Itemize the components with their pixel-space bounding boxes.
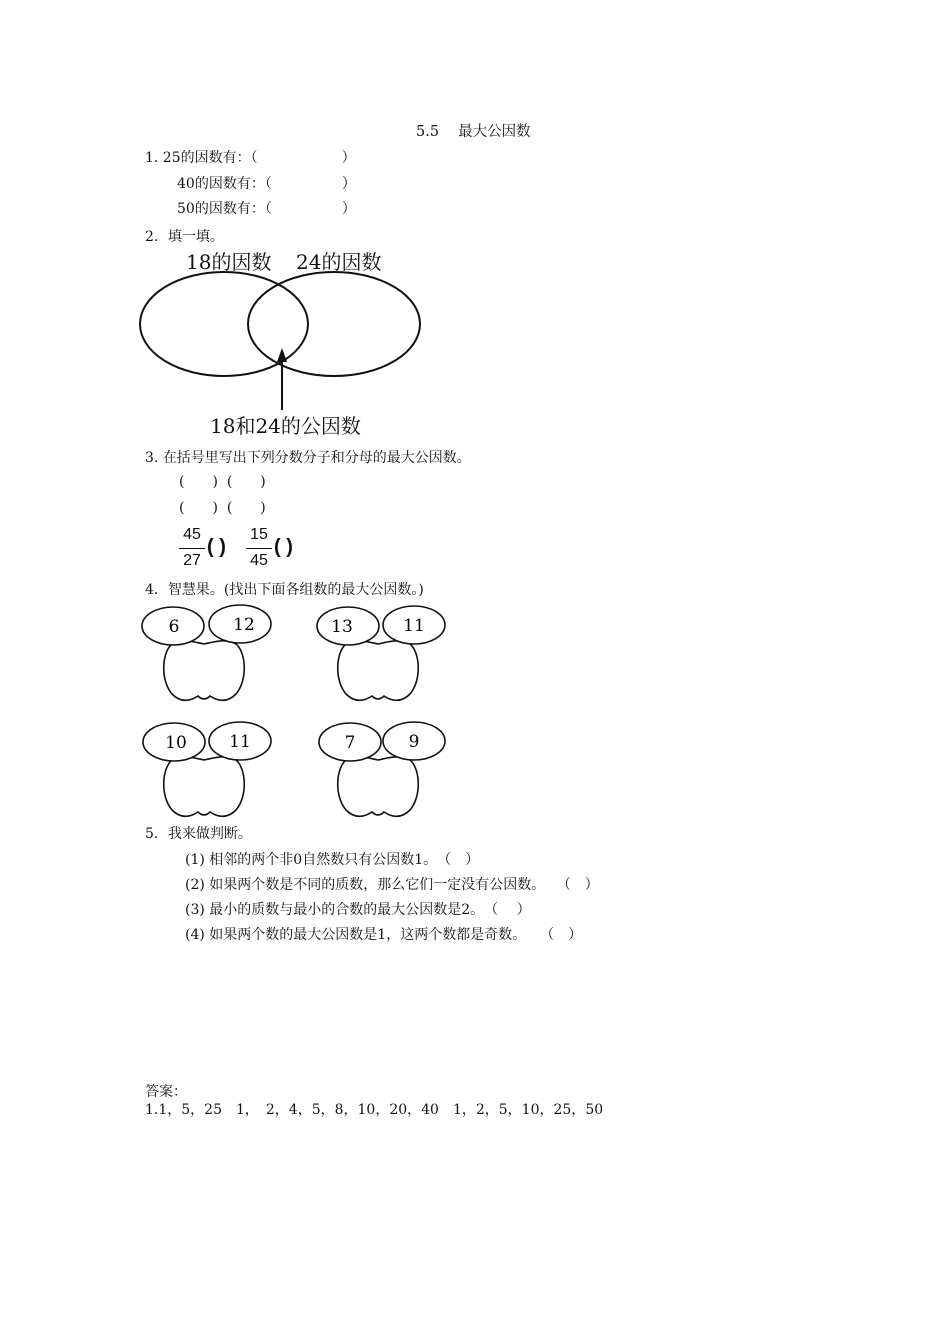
answers-line-1: 1.1，5，25 1， 2，4，5，8，10，20，40 1，2，5，10，25，50 [145,1102,604,1118]
fraction-1-denominator: 27 [183,552,201,569]
fraction-2-denominator: 45 [250,552,268,569]
q5-item-4: (4) 如果两个数的最大公因数是1，这两个数都是奇数。 （ ） [185,927,583,943]
fraction-1-answer-blank: ( ) [207,536,226,558]
q4-heading: 4．智慧果。(找出下面各组数的最大公因数。) [145,582,424,598]
apple-4 [314,716,454,826]
q1-line3: 50的因数有：（ ） [177,201,356,217]
apple-4-left-number: 7 [344,733,356,753]
apple-1-right-number: 12 [233,615,255,635]
fraction-2-answer-blank: ( ) [274,536,293,558]
q5-item-2: (2) 如果两个数是不同的质数，那么它们一定没有公因数。 （ ） [185,877,599,893]
q2-heading: 2．填一填。 [145,229,224,245]
venn-label-bottom: 18和24的公因数 [210,414,361,438]
apple-2-right-number: 11 [403,616,425,636]
fraction-1-bar [179,548,205,549]
venn-label-left: 18的因数 [186,250,272,274]
q1-line1: 1. 25的因数有：（ ） [145,150,356,166]
q1-line2: 40的因数有：（ ） [177,176,356,192]
fraction-1-numerator: 45 [183,526,201,543]
q3-row1: ( ) ( ) [179,474,266,490]
q5-item-1: (1) 相邻的两个非0自然数只有公因数1。 （ ） [185,852,480,868]
apple-3-right-number: 11 [229,732,251,752]
answers-heading: 答案： [145,1084,187,1100]
fraction-2-numerator: 15 [250,526,268,543]
apple-1 [140,600,280,710]
apple-1-left-number: 6 [168,617,180,637]
apple-2-left-number: 13 [331,617,353,637]
q5-heading: 5．我来做判断。 [145,826,252,842]
apple-2 [314,600,464,710]
venn-label-right: 24的因数 [296,250,382,274]
venn-diagram [140,270,440,410]
apple-3 [140,716,280,826]
page-title: 5.5 最大公因数 [416,124,531,140]
apple-4-right-number: 9 [408,732,420,752]
q3-heading: 3. 在括号里写出下列分数分子和分母的最大公因数。 [145,450,471,466]
q3-row2: ( ) ( ) [179,500,266,516]
fraction-2-bar [246,548,272,549]
apple-3-left-number: 10 [165,733,187,753]
q5-item-3: (3) 最小的质数与最小的合数的最大公因数是2。 （ ） [185,902,531,918]
